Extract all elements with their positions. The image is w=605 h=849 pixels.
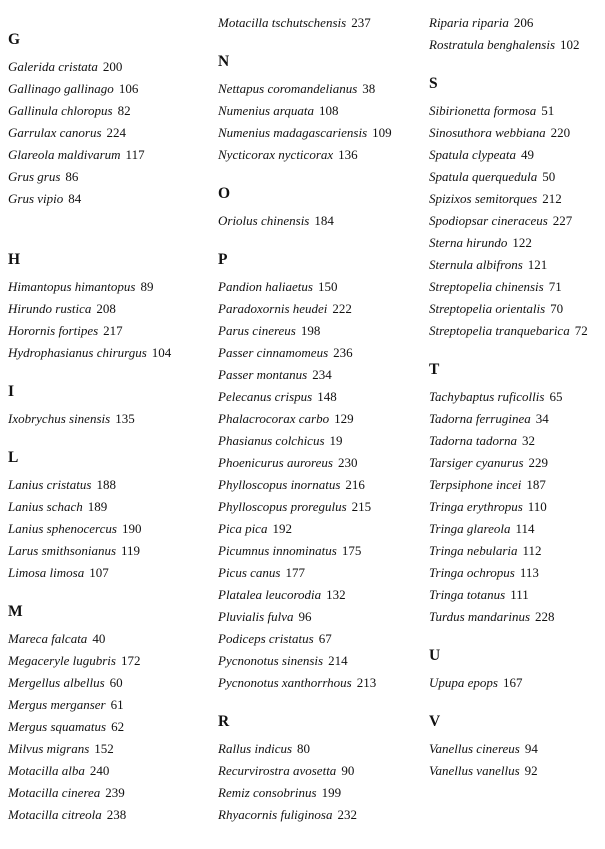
species-name: Tringa ochropus [429,565,515,580]
section-letter-heading: R [218,713,230,730]
page-number: 188 [96,477,116,492]
species-name: Himantopus himantopus [8,279,136,294]
page-number: 62 [111,719,125,734]
index-entry [429,672,522,694]
index-entry [218,562,376,584]
page-number: 34 [535,411,549,426]
index-entry [8,122,145,144]
page-number: 239 [105,785,125,800]
page-number: 214 [328,653,348,668]
page-number: 65 [549,389,563,404]
page-number: 40 [92,631,106,646]
species-name: Garrulax canorus [8,125,102,140]
species-name: Phalacrocorax carbo [218,411,330,426]
index-entry [429,144,588,166]
section-letter-heading: M [8,603,23,620]
species-name: Streptopelia orientalis [429,301,546,316]
index-entry [429,474,562,496]
index-entry [429,320,588,342]
index-section-n [218,51,392,166]
index-entry [429,738,538,760]
index-entry [218,518,376,540]
species-name: Passer cinnamomeus [218,345,329,360]
index-entry [429,100,588,122]
page-number: 104 [151,345,172,360]
species-name: Turdus mandarinus [429,609,531,624]
index-entry [8,276,171,298]
index-entry [218,804,357,826]
species-name: Mergellus albellus [8,675,105,690]
index-entry [218,342,376,364]
page-number: 175 [341,543,362,558]
page-number: 72 [574,323,588,338]
index-entry [218,78,392,100]
species-name: Pluvialis fulva [218,609,294,624]
species-name: Pandion haliaetus [218,279,313,294]
species-name: Tarsiger cyanurus [429,455,524,470]
page-number: 217 [103,323,123,338]
index-entry [218,122,392,144]
species-name: Lanius sphenocercus [8,521,117,536]
page-number: 107 [89,565,109,580]
page-number: 238 [106,807,127,822]
section-letter-heading: N [218,53,230,70]
species-name: Picus canus [218,565,281,580]
index-entry [8,166,145,188]
index-entry [218,738,357,760]
index-entry [218,782,357,804]
species-name: Phylloscopus inornatus [218,477,341,492]
index-entry [429,496,562,518]
species-name: Oriolus chinensis [218,213,310,228]
species-name: Lanius cristatus [8,477,92,492]
species-name: Phylloscopus proregulus [218,499,347,514]
species-name: Tringa glareola [429,521,511,536]
index-entry [8,562,141,584]
page-number: 232 [337,807,357,822]
page-number: 190 [121,521,142,536]
page-number: 71 [548,279,562,294]
index-section-s [429,73,588,342]
species-name: Mergus squamatus [8,719,107,734]
section-letter-heading: U [429,647,441,664]
page-number: 229 [528,455,549,470]
index-entry [8,342,171,364]
species-name: Nycticorax nycticorax [218,147,334,162]
species-name: Tadorna ferruginea [429,411,531,426]
page-number: 19 [329,433,343,448]
index-entry [8,782,140,804]
index-entry [429,188,588,210]
species-name: Milvus migrans [8,741,90,756]
index-entry [8,716,140,738]
index-entry [8,100,145,122]
index-section-continued [218,12,371,34]
page-number: 122 [512,235,532,250]
species-name: Gallinago gallinago [8,81,114,96]
species-name: Tringa erythropus [429,499,523,514]
species-name: Tringa nebularia [429,543,518,558]
index-section-r [218,711,357,826]
page-number: 234 [312,367,332,382]
index-section-m [8,601,140,826]
species-name: Pycnonotus sinensis [218,653,324,668]
page-number: 187 [526,477,546,492]
index-section-g [8,29,145,210]
index-entry [218,584,376,606]
index-entry [429,452,562,474]
species-name: Streptopelia tranquebarica [429,323,570,338]
species-name: Grus vipio [8,191,64,206]
species-name: Limosa limosa [8,565,85,580]
index-entry [429,518,562,540]
species-name: Larus smithsonianus [8,543,116,558]
index-entry [218,12,371,34]
index-entry [429,254,588,276]
page-number: 212 [542,191,562,206]
page-number: 70 [550,301,564,316]
species-name: Rostratula benghalensis [429,37,556,52]
index-section-l [8,447,141,584]
section-letter-heading: P [218,251,228,268]
page-number: 80 [297,741,311,756]
index-entry [218,144,392,166]
section-letter-heading: I [8,383,15,400]
index-entry [218,408,376,430]
index-entry [218,452,376,474]
species-name: Phoenicurus auroreus [218,455,333,470]
species-name: Gallinula chloropus [8,103,113,118]
index-entry [218,430,376,452]
species-name: Hydrophasianus chirurgus [8,345,147,360]
index-entry [8,408,135,430]
species-name: Sinosuthora webbiana [429,125,546,140]
species-name: Picumnus innominatus [218,543,337,558]
section-letter-heading: S [429,75,438,92]
index-section-t [429,359,562,628]
index-section-v [429,711,538,782]
species-name: Nettapus coromandelianus [218,81,358,96]
page-number: 215 [351,499,372,514]
species-name: Streptopelia chinensis [429,279,544,294]
page-number: 150 [317,279,338,294]
page-number: 227 [552,213,573,228]
species-name: Motacilla citreola [8,807,102,822]
species-name: Tachybaptus ruficollis [429,389,545,404]
page-number: 61 [110,697,124,712]
index-section-i [8,381,135,430]
page-number: 222 [332,301,352,316]
page-number: 92 [524,763,538,778]
index-entry [8,694,140,716]
index-entry [218,364,376,386]
index-entry [218,320,376,342]
index-entry [8,78,145,100]
page-number: 106 [118,81,139,96]
species-name: Galerida cristata [8,59,98,74]
index-entry [8,56,145,78]
index-entry [429,386,562,408]
species-name: Numenius madagascariensis [218,125,368,140]
page-number: 206 [513,15,534,30]
species-name: Lanius schach [8,499,83,514]
index-entry [8,496,141,518]
index-entry [8,540,141,562]
index-entry [218,474,376,496]
species-name: Numenius arquata [218,103,314,118]
index-entry [218,298,376,320]
page-number: 192 [272,521,292,536]
index-section-o [218,183,334,232]
page-number: 200 [102,59,123,74]
page-number: 135 [115,411,135,426]
page-number: 38 [362,81,376,96]
index-entry [218,540,376,562]
index-entry [8,650,140,672]
index-entry [429,12,580,34]
page-number: 49 [521,147,535,162]
page-number: 82 [117,103,131,118]
species-name: Spizixos semitorques [429,191,538,206]
page-number: 109 [372,125,392,140]
index-entry [8,320,171,342]
index-entry [429,122,588,144]
index-entry [429,430,562,452]
index-entry [218,210,334,232]
page-number: 119 [121,543,141,558]
species-name: Pelecanus crispus [218,389,313,404]
page-number: 172 [120,653,141,668]
page-number: 167 [502,675,523,690]
index-entry [429,562,562,584]
species-name: Vanellus vanellus [429,763,520,778]
index-entry [429,298,588,320]
species-name: Tringa totanus [429,587,506,602]
page-number: 117 [125,147,145,162]
page-number: 94 [524,741,538,756]
page-number: 230 [337,455,358,470]
species-name: Mareca falcata [8,631,88,646]
species-name: Riparia riparia [429,15,509,30]
species-name: Spodiopsar cineraceus [429,213,548,228]
species-name: Passer montanus [218,367,308,382]
page-number: 237 [351,15,371,30]
page-number: 102 [560,37,580,52]
page-number: 51 [541,103,555,118]
index-entry [8,628,140,650]
page-number: 114 [515,521,535,536]
index-entry [8,738,140,760]
index-entry [8,518,141,540]
index-entry [218,496,376,518]
species-name: Rallus indicus [218,741,293,756]
index-entry [218,628,376,650]
species-name: Paradoxornis heudei [218,301,328,316]
page-number: 84 [68,191,82,206]
species-name: Horornis fortipes [8,323,99,338]
species-name: Rhyacornis fuliginosa [218,807,333,822]
section-letter-heading: V [429,713,441,730]
index-entry [429,34,580,56]
page-number: 152 [94,741,114,756]
page-number: 148 [317,389,337,404]
page-number: 113 [519,565,539,580]
species-name: Terpsiphone incei [429,477,522,492]
species-name: Glareola maldivarum [8,147,121,162]
index-entry [8,760,140,782]
index-section-p [218,249,376,694]
index-entry [218,386,376,408]
page-number: 184 [314,213,334,228]
species-name: Ixobrychus sinensis [8,411,111,426]
page-number: 236 [333,345,353,360]
page-number: 213 [356,675,377,690]
page-number: 121 [527,257,548,272]
species-name: Platalea leucorodia [218,587,322,602]
section-letter-heading: H [8,251,21,268]
index-entry [8,188,145,210]
index-entry [218,650,376,672]
species-name: Megaceryle lugubris [8,653,116,668]
page-number: 136 [338,147,358,162]
section-letter-heading: G [8,31,21,48]
index-entry [429,232,588,254]
species-name: Phasianus colchicus [218,433,325,448]
species-name: Pycnonotus xanthorrhous [218,675,352,690]
index-entry [218,100,392,122]
species-name: Tadorna tadorna [429,433,518,448]
index-entry [429,584,562,606]
page-number: 67 [318,631,332,646]
species-name: Motacilla tschutschensis [218,15,347,30]
page-number: 177 [285,565,305,580]
index-entry [429,408,562,430]
index-entry [429,210,588,232]
species-name: Pica pica [218,521,268,536]
species-name: Sternula albifrons [429,257,523,272]
index-entry [429,606,562,628]
page-number: 112 [522,543,542,558]
page-number: 108 [318,103,339,118]
index-entry [218,606,376,628]
species-name: Motacilla alba [8,763,85,778]
page-number: 89 [140,279,154,294]
page-number: 228 [535,609,555,624]
page-number: 198 [300,323,321,338]
index-entry [218,276,376,298]
page-number: 199 [321,785,342,800]
section-letter-heading: L [8,449,19,466]
index-entry [8,144,145,166]
page-number: 208 [96,301,116,316]
species-name: Sterna hirundo [429,235,508,250]
species-name: Parus cinereus [218,323,296,338]
index-entry [8,298,171,320]
page-number: 111 [510,587,529,602]
index-entry [429,540,562,562]
index-section-continued [429,12,580,56]
index-entry [218,672,376,694]
index-entry [8,804,140,826]
page-number: 220 [550,125,571,140]
species-name: Recurvirostra avosetta [218,763,337,778]
species-name: Motacilla cinerea [8,785,101,800]
page-number: 240 [89,763,110,778]
section-letter-heading: O [218,185,231,202]
page-number: 50 [542,169,556,184]
page-number: 86 [65,169,79,184]
index-entry [8,474,141,496]
species-name: Upupa epops [429,675,498,690]
page-number: 90 [341,763,355,778]
page-number: 132 [326,587,346,602]
index-entry [429,166,588,188]
index-section-u [429,645,522,694]
species-name: Mergus merganser [8,697,106,712]
page-number: 110 [527,499,547,514]
page-number: 32 [522,433,536,448]
species-name: Spatula clypeata [429,147,517,162]
page-number: 224 [106,125,127,140]
species-name: Remiz consobrinus [218,785,317,800]
page-number: 189 [87,499,108,514]
page-number: 216 [345,477,365,492]
species-name: Spatula querquedula [429,169,538,184]
section-letter-heading: T [429,361,440,378]
index-entry [429,760,538,782]
species-name: Hirundo rustica [8,301,92,316]
species-name: Grus grus [8,169,61,184]
page-number: 129 [334,411,354,426]
species-name: Vanellus cinereus [429,741,520,756]
page-number: 96 [298,609,312,624]
index-entry [429,276,588,298]
index-entry [218,760,357,782]
index-section-h [8,249,171,364]
species-name: Podiceps cristatus [218,631,314,646]
index-entry [8,672,140,694]
page-number: 60 [109,675,123,690]
species-name: Sibirionetta formosa [429,103,537,118]
